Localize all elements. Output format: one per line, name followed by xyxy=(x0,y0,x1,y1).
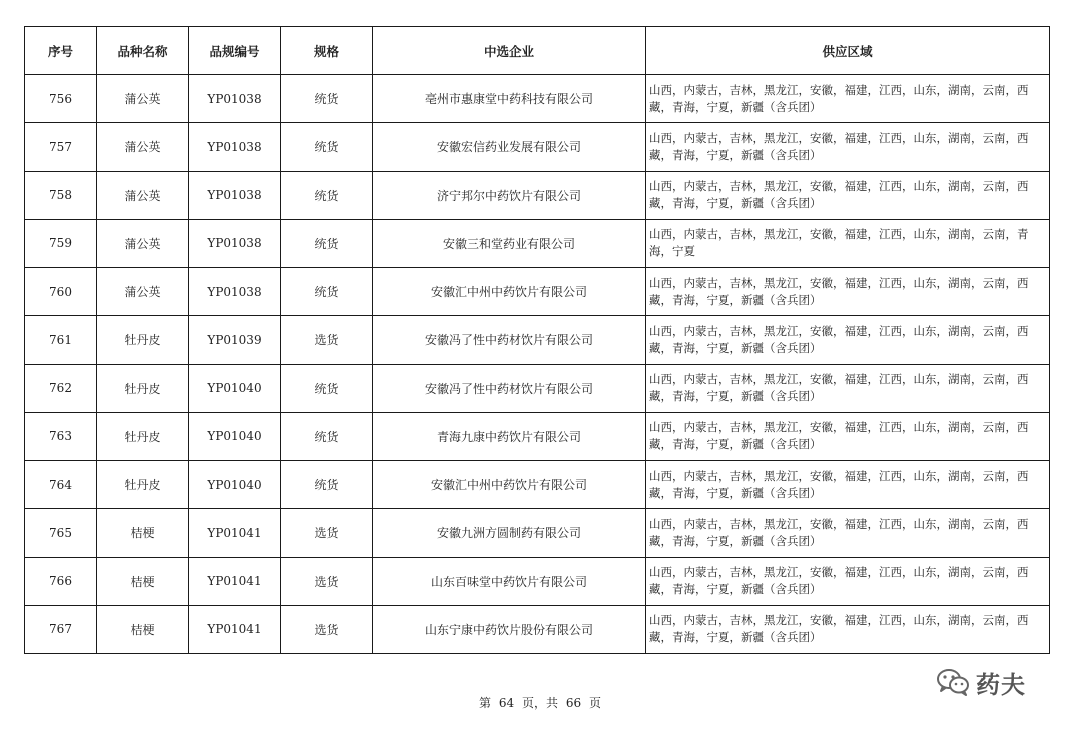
footer-suffix: 页 xyxy=(588,696,601,710)
table-row xyxy=(25,557,1050,605)
cell-company: 安徽九洲方圆制药有限公司 xyxy=(373,509,646,557)
cell-variety: 牡丹皮 xyxy=(97,412,189,460)
cell-code: YP01041 xyxy=(189,509,281,557)
wechat-icon xyxy=(936,668,970,696)
cell-spec: 统货 xyxy=(281,268,373,316)
cell-variety: 牡丹皮 xyxy=(97,364,189,412)
cell-serial: 759 xyxy=(25,219,97,267)
cell-serial: 756 xyxy=(25,75,97,123)
table-row xyxy=(25,316,1050,364)
watermark-text: 药夫 xyxy=(976,670,1026,699)
cell-serial: 760 xyxy=(25,268,97,316)
cell-variety: 桔梗 xyxy=(97,557,189,605)
cell-variety: 牡丹皮 xyxy=(97,316,189,364)
watermark xyxy=(936,666,1026,698)
cell-company: 安徽冯了性中药材饮片有限公司 xyxy=(373,316,646,364)
cell-code: YP01039 xyxy=(189,316,281,364)
cell-serial: 767 xyxy=(25,605,97,653)
cell-region: 山西，内蒙古，吉林，黑龙江，安徽，福建，江西，山东，湖南，云南，西藏，青海，宁夏，新疆（含兵团） xyxy=(646,509,1050,557)
cell-company: 安徽汇中州中药饮片有限公司 xyxy=(373,268,646,316)
cell-serial: 762 xyxy=(25,364,97,412)
header-region: 供应区域 xyxy=(646,27,1050,75)
cell-company: 济宁邦尔中药饮片有限公司 xyxy=(373,171,646,219)
table-row xyxy=(25,461,1050,509)
cell-variety: 蒲公英 xyxy=(97,268,189,316)
cell-variety: 蒲公英 xyxy=(97,171,189,219)
table-row xyxy=(25,364,1050,412)
footer-mid: 页，共 xyxy=(521,696,558,710)
cell-region: 山西，内蒙古，吉林，黑龙江，安徽，福建，江西，山东，湖南，云南，西藏，青海，宁夏，新疆（含兵团） xyxy=(646,171,1050,219)
cell-code: YP01038 xyxy=(189,75,281,123)
cell-spec: 统货 xyxy=(281,412,373,460)
cell-code: YP01038 xyxy=(189,219,281,267)
cell-spec: 选货 xyxy=(281,605,373,653)
header-code: 品规编号 xyxy=(189,27,281,75)
cell-serial: 757 xyxy=(25,123,97,171)
cell-code: YP01041 xyxy=(189,605,281,653)
cell-code: YP01038 xyxy=(189,123,281,171)
cell-spec: 选货 xyxy=(281,316,373,364)
cell-company: 安徽汇中州中药饮片有限公司 xyxy=(373,461,646,509)
cell-spec: 统货 xyxy=(281,75,373,123)
table-row xyxy=(25,268,1050,316)
cell-serial: 765 xyxy=(25,509,97,557)
cell-variety: 蒲公英 xyxy=(97,75,189,123)
cell-company: 安徽冯了性中药材饮片有限公司 xyxy=(373,364,646,412)
cell-region: 山西，内蒙古，吉林，黑龙江，安徽，福建，江西，山东，湖南，云南，西藏，青海，宁夏，新疆（含兵团） xyxy=(646,364,1050,412)
cell-company: 安徽宏信药业发展有限公司 xyxy=(373,123,646,171)
cell-region: 山西，内蒙古，吉林，黑龙江，安徽，福建，江西，山东，湖南，云南，西藏，青海，宁夏，新疆（含兵团） xyxy=(646,316,1050,364)
cell-spec: 统货 xyxy=(281,461,373,509)
cell-company: 安徽三和堂药业有限公司 xyxy=(373,219,646,267)
table-header-row xyxy=(25,27,1050,75)
header-serial: 序号 xyxy=(25,27,97,75)
table-body xyxy=(25,75,1050,654)
cell-region: 山西，内蒙古，吉林，黑龙江，安徽，福建，江西，山东，湖南，云南，西藏，青海，宁夏，新疆（含兵团） xyxy=(646,123,1050,171)
cell-region: 山西，内蒙古，吉林，黑龙江，安徽，福建，江西，山东，湖南，云南，西藏，青海，宁夏，新疆（含兵团） xyxy=(646,412,1050,460)
table-row xyxy=(25,605,1050,653)
cell-code: YP01040 xyxy=(189,364,281,412)
cell-region: 山西，内蒙古，吉林，黑龙江，安徽，福建，江西，山东，湖南，云南，西藏，青海，宁夏，新疆（含兵团） xyxy=(646,605,1050,653)
cell-serial: 761 xyxy=(25,316,97,364)
cell-spec: 选货 xyxy=(281,557,373,605)
cell-serial: 763 xyxy=(25,412,97,460)
cell-company: 山东宁康中药饮片股份有限公司 xyxy=(373,605,646,653)
table-row xyxy=(25,412,1050,460)
cell-spec: 统货 xyxy=(281,123,373,171)
cell-code: YP01041 xyxy=(189,557,281,605)
cell-region: 山西，内蒙古，吉林，黑龙江，安徽，福建，江西，山东，湖南，云南，西藏，青海，宁夏，新疆（含兵团） xyxy=(646,75,1050,123)
footer-current-page: 64 xyxy=(498,696,515,710)
table-row xyxy=(25,219,1050,267)
cell-spec: 选货 xyxy=(281,509,373,557)
cell-code: YP01040 xyxy=(189,412,281,460)
cell-variety: 蒲公英 xyxy=(97,219,189,267)
cell-region: 山西，内蒙古，吉林，黑龙江，安徽，福建，江西，山东，湖南，云南，青海，宁夏 xyxy=(646,219,1050,267)
footer-prefix: 第 xyxy=(479,696,492,710)
cell-spec: 统货 xyxy=(281,364,373,412)
table-row xyxy=(25,75,1050,123)
header-spec: 规格 xyxy=(281,27,373,75)
cell-variety: 桔梗 xyxy=(97,605,189,653)
cell-code: YP01038 xyxy=(189,171,281,219)
cell-company: 山东百味堂中药饮片有限公司 xyxy=(373,557,646,605)
selection-results-table xyxy=(24,26,1050,654)
cell-serial: 758 xyxy=(25,171,97,219)
cell-code: YP01038 xyxy=(189,268,281,316)
cell-region: 山西，内蒙古，吉林，黑龙江，安徽，福建，江西，山东，湖南，云南，西藏，青海，宁夏，新疆（含兵团） xyxy=(646,461,1050,509)
cell-spec: 统货 xyxy=(281,219,373,267)
cell-variety: 桔梗 xyxy=(97,509,189,557)
cell-region: 山西，内蒙古，吉林，黑龙江，安徽，福建，江西，山东，湖南，云南，西藏，青海，宁夏，新疆（含兵团） xyxy=(646,557,1050,605)
table-row xyxy=(25,509,1050,557)
cell-region: 山西，内蒙古，吉林，黑龙江，安徽，福建，江西，山东，湖南，云南，西藏，青海，宁夏，新疆（含兵团） xyxy=(646,268,1050,316)
header-company: 中选企业 xyxy=(373,27,646,75)
cell-spec: 统货 xyxy=(281,171,373,219)
page-footer xyxy=(0,694,1080,711)
cell-company: 青海九康中药饮片有限公司 xyxy=(373,412,646,460)
table-row xyxy=(25,123,1050,171)
cell-variety: 牡丹皮 xyxy=(97,461,189,509)
table-row xyxy=(25,171,1050,219)
cell-variety: 蒲公英 xyxy=(97,123,189,171)
footer-total-pages: 66 xyxy=(565,696,582,710)
cell-company: 亳州市惠康堂中药科技有限公司 xyxy=(373,75,646,123)
header-variety: 品种名称 xyxy=(97,27,189,75)
cell-code: YP01040 xyxy=(189,461,281,509)
cell-serial: 766 xyxy=(25,557,97,605)
cell-serial: 764 xyxy=(25,461,97,509)
